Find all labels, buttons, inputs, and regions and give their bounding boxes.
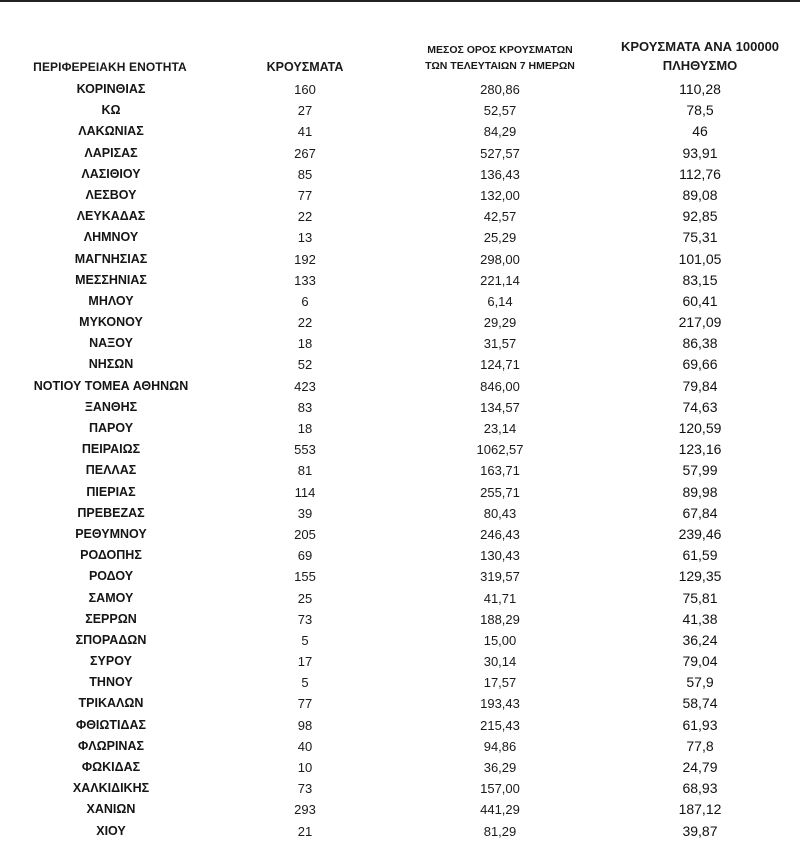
cases-cell: 5 xyxy=(301,632,309,648)
cases-per-100000-cell: 110,28 xyxy=(679,81,721,97)
table-row xyxy=(0,482,800,503)
cases-cell: 18 xyxy=(297,336,313,352)
weekly-average-cell: 25,29 xyxy=(483,230,517,246)
cases-per-100000-cell: 46 xyxy=(692,123,708,140)
header-cases-per-100000-line2: ΠΛΗΘΥΣΜΟ xyxy=(662,58,738,73)
weekly-average-cell: 157,00 xyxy=(480,781,520,797)
region-cell: ΜΗΛΟΥ xyxy=(88,293,134,308)
cases-per-100000-cell: 69,66 xyxy=(682,356,718,373)
region-cell: ΣΕΡΡΩΝ xyxy=(85,611,137,626)
region-cell: ΜΕΣΣΗΝΙΑΣ xyxy=(75,272,147,287)
weekly-average-cell: 41,71 xyxy=(483,590,517,606)
weekly-average-cell: 1062,57 xyxy=(476,442,524,458)
region-cell: ΝΗΣΩΝ xyxy=(88,357,134,372)
region-cell: ΣΥΡΟΥ xyxy=(90,654,132,669)
table-row xyxy=(0,100,800,121)
table-row xyxy=(0,715,800,736)
cases-per-100000-cell: 67,84 xyxy=(682,504,718,521)
table-row xyxy=(0,376,800,397)
header-weekly-average-line1: ΜΕΣΟΣ ΟΡΟΣ ΚΡΟΥΣΜΑΤΩΝ xyxy=(427,44,573,56)
cases-per-100000-cell: 57,99 xyxy=(682,462,718,479)
table-row xyxy=(0,270,800,291)
cases-cell: 85 xyxy=(297,166,313,182)
region-cell: ΠΡΕΒΕΖΑΣ xyxy=(77,505,145,520)
weekly-average-cell: 36,29 xyxy=(483,760,517,775)
region-cell: ΝΟΤΙΟΥ ΤΟΜΕΑ ΑΘΗΝΩΝ xyxy=(33,378,189,393)
region-cell: ΤΡΙΚΑΛΩΝ xyxy=(78,696,144,711)
weekly-average-cell: 130,43 xyxy=(480,548,520,564)
cases-per-100000-cell: 120,59 xyxy=(678,420,722,436)
cases-cell: 205 xyxy=(294,526,316,542)
table-row xyxy=(0,164,800,185)
table-row xyxy=(0,397,800,418)
table-row xyxy=(0,609,800,630)
table-row xyxy=(0,651,800,672)
table-row xyxy=(0,566,800,587)
cases-per-100000-cell: 60,41 xyxy=(682,292,718,309)
cases-cell: 52 xyxy=(297,357,313,373)
cases-per-100000-cell: 24,79 xyxy=(682,759,718,775)
cases-cell: 267 xyxy=(294,145,316,161)
header-cases-per-100000-line1: ΚΡΟΥΣΜΑΤΑ ΑΝΑ 100000 xyxy=(620,39,780,54)
table-row xyxy=(0,821,800,842)
cases-cell: 160 xyxy=(294,82,316,97)
cases-cell: 98 xyxy=(297,717,313,733)
cases-per-100000-cell: 36,24 xyxy=(682,631,718,648)
table-row xyxy=(0,333,800,354)
region-cell: ΣΠΟΡΑΔΩΝ xyxy=(75,632,147,647)
region-cell: ΦΛΩΡΙΝΑΣ xyxy=(78,738,144,753)
region-cell: ΤΗΝΟΥ xyxy=(89,675,133,690)
table-row xyxy=(0,79,800,100)
cases-cell: 10 xyxy=(297,760,313,775)
cases-per-100000-cell: 61,59 xyxy=(682,547,718,564)
table-row xyxy=(0,524,800,545)
table-body xyxy=(0,79,800,842)
header-weekly-average xyxy=(405,42,595,74)
weekly-average-cell: 255,71 xyxy=(480,484,520,500)
weekly-average-cell: 136,43 xyxy=(480,166,520,182)
weekly-average-cell: 94,86 xyxy=(483,738,517,754)
weekly-average-cell: 188,29 xyxy=(480,611,520,627)
weekly-average-cell: 52,57 xyxy=(483,103,517,119)
cases-per-100000-cell: 217,09 xyxy=(678,314,722,331)
cases-per-100000-cell: 75,81 xyxy=(682,589,718,606)
cases-cell: 21 xyxy=(297,823,313,839)
cases-per-100000-cell: 79,04 xyxy=(682,653,718,670)
weekly-average-cell: 280,86 xyxy=(480,82,520,97)
weekly-average-cell: 132,00 xyxy=(480,187,520,203)
weekly-average-cell: 17,57 xyxy=(483,675,517,691)
cases-cell: 69 xyxy=(297,548,313,564)
weekly-average-cell: 30,14 xyxy=(483,654,517,670)
cases-cell: 6 xyxy=(301,293,309,309)
cases-cell: 22 xyxy=(297,315,313,331)
header-cases: ΚΡΟΥΣΜΑΤΑ xyxy=(266,60,344,74)
weekly-average-cell: 846,00 xyxy=(480,378,520,394)
cases-table xyxy=(0,36,800,839)
region-cell: ΡΟΔΟΠΗΣ xyxy=(80,548,142,563)
region-cell: ΦΘΙΩΤΙΔΑΣ xyxy=(75,717,147,732)
cases-per-100000-cell: 61,93 xyxy=(682,716,718,733)
region-cell: ΝΑΞΟΥ xyxy=(89,336,133,351)
cases-cell: 18 xyxy=(297,421,313,436)
weekly-average-cell: 31,57 xyxy=(483,336,517,352)
cases-per-100000-cell: 112,76 xyxy=(679,165,721,182)
weekly-average-cell: 84,29 xyxy=(483,124,517,140)
table-row xyxy=(0,354,800,375)
region-cell: ΜΥΚΟΝΟΥ xyxy=(79,315,143,330)
cases-cell: 25 xyxy=(297,590,313,606)
cases-per-100000-cell: 239,46 xyxy=(678,525,722,542)
table-row xyxy=(0,206,800,227)
cases-cell: 293 xyxy=(294,802,316,818)
cases-cell: 73 xyxy=(297,611,313,627)
cases-cell: 5 xyxy=(301,675,309,691)
cases-per-100000-cell: 89,08 xyxy=(682,186,718,203)
table-row xyxy=(0,439,800,460)
cases-per-100000-cell: 101,05 xyxy=(678,250,722,267)
cases-per-100000-cell: 79,84 xyxy=(682,377,718,394)
cases-cell: 192 xyxy=(294,251,316,267)
cases-per-100000-cell: 89,98 xyxy=(682,483,718,500)
table-row xyxy=(0,185,800,206)
weekly-average-cell: 23,14 xyxy=(483,421,517,436)
cases-per-100000-cell: 86,38 xyxy=(682,335,718,352)
cases-per-100000-cell: 74,63 xyxy=(682,398,718,415)
table-row xyxy=(0,418,800,439)
weekly-average-cell: 527,57 xyxy=(480,145,520,161)
weekly-average-cell: 298,00 xyxy=(480,251,520,267)
region-cell: ΡΕΘΥΜΝΟΥ xyxy=(75,526,147,541)
table-row xyxy=(0,249,800,270)
region-cell: ΛΑΚΩΝΙΑΣ xyxy=(78,124,144,139)
region-cell: ΡΟΔΟΥ xyxy=(88,569,134,584)
weekly-average-cell: 124,71 xyxy=(480,357,520,373)
region-cell: ΜΑΓΝΗΣΙΑΣ xyxy=(74,251,148,266)
cases-cell: 423 xyxy=(294,378,316,394)
cases-cell: 73 xyxy=(297,781,313,797)
table-row xyxy=(0,757,800,778)
table-row xyxy=(0,588,800,609)
table-row xyxy=(0,672,800,693)
region-cell: ΧΙΟΥ xyxy=(96,823,126,838)
cases-per-100000-cell: 57,9 xyxy=(686,674,714,691)
weekly-average-cell: 221,14 xyxy=(480,272,520,288)
cases-per-100000-cell: 39,87 xyxy=(682,822,718,839)
cases-per-100000-cell: 78,5 xyxy=(686,102,714,119)
cases-cell: 553 xyxy=(294,442,316,458)
region-cell: ΦΩΚΙΔΑΣ xyxy=(81,760,141,774)
region-cell: ΧΑΝΙΩΝ xyxy=(86,802,136,817)
table-row xyxy=(0,291,800,312)
region-cell: ΞΑΝΘΗΣ xyxy=(84,399,138,414)
cases-per-100000-cell: 123,16 xyxy=(678,441,722,458)
weekly-average-cell: 215,43 xyxy=(480,717,520,733)
table-row xyxy=(0,736,800,757)
cases-cell: 155 xyxy=(294,569,316,585)
region-cell: ΛΑΡΙΣΑΣ xyxy=(84,145,138,160)
cases-cell: 133 xyxy=(294,272,316,288)
cases-per-100000-cell: 41,38 xyxy=(682,610,718,627)
header-region: ΠΕΡΙΦΕΡΕΙΑΚΗ ΕΝΟΤΗΤΑ xyxy=(33,60,187,74)
cases-per-100000-cell: 58,74 xyxy=(682,695,718,712)
table-row xyxy=(0,545,800,566)
weekly-average-cell: 15,00 xyxy=(483,632,517,648)
cases-cell: 40 xyxy=(297,738,313,754)
weekly-average-cell: 441,29 xyxy=(480,802,520,818)
region-cell: ΛΑΣΙΘΙΟΥ xyxy=(81,166,141,181)
cases-cell: 83 xyxy=(297,399,313,415)
header-weekly-average-line2: ΤΩΝ ΤΕΛΕΥΤΑΙΩΝ 7 ΗΜΕΡΩΝ xyxy=(425,60,575,72)
region-cell: ΚΩ xyxy=(101,103,121,118)
cases-cell: 81 xyxy=(297,463,313,479)
cases-per-100000-cell: 75,31 xyxy=(682,229,718,246)
table-row xyxy=(0,503,800,524)
region-cell: ΛΕΣΒΟΥ xyxy=(85,187,137,202)
table-row xyxy=(0,693,800,714)
weekly-average-cell: 319,57 xyxy=(480,569,520,585)
region-cell: ΧΑΛΚΙΔΙΚΗΣ xyxy=(72,781,150,796)
region-cell: ΣΑΜΟΥ xyxy=(88,590,134,605)
table-row xyxy=(0,121,800,142)
region-cell: ΠΕΙΡΑΙΩΣ xyxy=(81,442,141,457)
cases-per-100000-cell: 92,85 xyxy=(682,208,718,225)
table-row xyxy=(0,799,800,820)
table-row xyxy=(0,143,800,164)
weekly-average-cell: 80,43 xyxy=(483,505,517,521)
weekly-average-cell: 193,43 xyxy=(480,696,520,712)
cases-per-100000-cell: 68,93 xyxy=(682,780,718,797)
cases-cell: 17 xyxy=(297,654,313,670)
table-row xyxy=(0,630,800,651)
cases-cell: 22 xyxy=(297,209,313,225)
region-cell: ΛΗΜΝΟΥ xyxy=(83,230,139,245)
region-cell: ΠΙΕΡΙΑΣ xyxy=(86,484,136,499)
weekly-average-cell: 6,14 xyxy=(487,293,513,309)
weekly-average-cell: 29,29 xyxy=(483,315,517,331)
region-cell: ΠΕΛΛΑΣ xyxy=(85,463,137,478)
cases-per-100000-cell: 93,91 xyxy=(682,144,718,161)
cases-per-100000-cell: 187,12 xyxy=(678,801,722,818)
header-cases-per-100000 xyxy=(600,37,800,75)
cases-cell: 27 xyxy=(297,103,313,119)
cases-cell: 39 xyxy=(297,505,313,521)
weekly-average-cell: 246,43 xyxy=(480,526,520,542)
region-cell: ΛΕΥΚΑΔΑΣ xyxy=(76,209,146,224)
table-row xyxy=(0,778,800,799)
weekly-average-cell: 42,57 xyxy=(483,209,517,225)
cases-cell: 41 xyxy=(297,124,313,140)
weekly-average-cell: 81,29 xyxy=(483,823,517,839)
region-cell: ΚΟΡΙΝΘΙΑΣ xyxy=(76,82,146,96)
cases-cell: 114 xyxy=(294,484,316,500)
top-border-line xyxy=(0,0,800,2)
region-cell: ΠΑΡΟΥ xyxy=(88,421,134,435)
cases-cell: 77 xyxy=(297,187,313,203)
cases-cell: 13 xyxy=(297,230,313,246)
cases-per-100000-cell: 129,35 xyxy=(678,568,722,585)
table-row xyxy=(0,460,800,481)
cases-cell: 77 xyxy=(297,696,313,712)
cases-per-100000-cell: 83,15 xyxy=(682,271,718,288)
table-row xyxy=(0,227,800,248)
cases-per-100000-cell: 77,8 xyxy=(686,737,714,754)
table-header xyxy=(0,36,800,78)
weekly-average-cell: 163,71 xyxy=(480,463,520,479)
table-row xyxy=(0,312,800,333)
weekly-average-cell: 134,57 xyxy=(480,399,520,415)
